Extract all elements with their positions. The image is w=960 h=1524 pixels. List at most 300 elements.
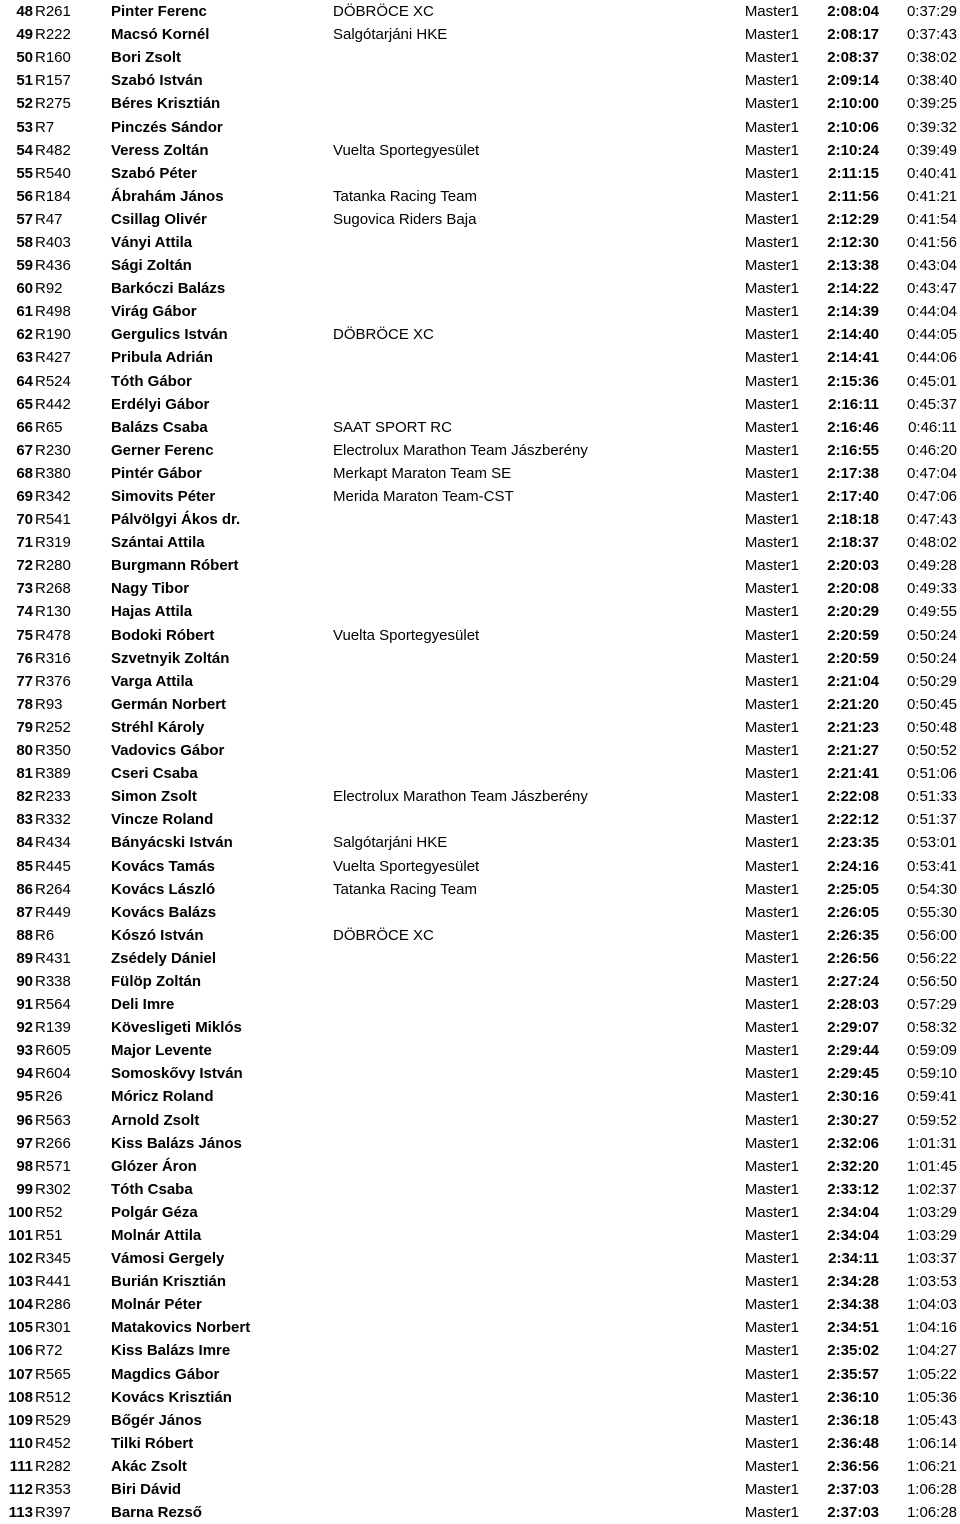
category-cell: Master1 [744, 372, 799, 390]
finish-time-cell: 2:16:11 [828, 395, 879, 413]
team-cell: Merkapt Maraton Team SE [333, 464, 512, 482]
table-row [0, 1455, 960, 1478]
team-cell: Vuelta Sportegyesület [333, 857, 480, 875]
finish-time-cell: 2:29:45 [827, 1065, 879, 1083]
table-row [0, 439, 960, 462]
team-cell [333, 1224, 699, 1247]
finish-time-cell: 2:10:06 [827, 118, 879, 136]
table-row [0, 46, 960, 69]
position-cell: 79 [16, 718, 33, 736]
rider-name-cell: Móricz Roland [111, 1088, 214, 1106]
finish-time-cell: 2:13:38 [827, 257, 879, 275]
time-gap-cell: 1:05:36 [906, 1388, 957, 1406]
bib-cell: R230 [35, 441, 71, 459]
finish-time-cell: 2:17:40 [827, 488, 879, 506]
rider-name-cell: Macsó Kornél [111, 26, 210, 44]
team-cell [333, 346, 699, 369]
rider-name-cell: Arnold Zsolt [111, 1111, 200, 1129]
table-row [0, 1478, 960, 1501]
finish-time-cell: 2:20:08 [827, 580, 879, 598]
team-cell [333, 1155, 699, 1178]
time-gap-cell: 0:50:52 [906, 742, 957, 760]
finish-time-cell: 2:35:02 [827, 1342, 879, 1360]
finish-time-cell: 2:34:51 [827, 1319, 879, 1337]
bib-cell: R319 [35, 534, 71, 552]
table-row [0, 577, 960, 600]
category-cell: Master1 [744, 26, 799, 44]
position-cell: 70 [16, 511, 33, 529]
bib-cell: R427 [35, 349, 71, 367]
finish-time-cell: 2:21:27 [827, 742, 879, 760]
position-cell: 88 [16, 926, 33, 944]
table-row [0, 1432, 960, 1455]
time-gap-cell: 0:43:04 [906, 257, 957, 275]
category-cell: Master1 [744, 326, 799, 344]
bib-cell: R478 [35, 626, 71, 644]
position-cell: 100 [7, 1203, 33, 1221]
category-cell: Master1 [744, 603, 799, 621]
position-cell: 110 [8, 1434, 33, 1452]
category-cell: Master1 [744, 834, 799, 852]
rider-name-cell: Nagy Tibor [111, 580, 190, 598]
time-gap-cell: 1:05:22 [906, 1365, 957, 1383]
position-cell: 80 [16, 742, 33, 760]
category-cell: Master1 [744, 857, 799, 875]
rider-name-cell: Ábrahám János [111, 187, 224, 205]
time-gap-cell: 0:59:09 [906, 1042, 957, 1060]
finish-time-cell: 2:26:56 [827, 949, 879, 967]
bib-cell: R184 [35, 187, 71, 205]
team-cell [333, 762, 699, 785]
rider-name-cell: Magdics Gábor [111, 1365, 220, 1383]
team-cell [333, 577, 699, 600]
category-cell: Master1 [744, 1065, 799, 1083]
bib-cell: R266 [35, 1134, 71, 1152]
finish-time-cell: 2:16:46 [827, 418, 879, 436]
time-gap-cell: 0:44:06 [906, 349, 957, 367]
category-cell: Master1 [744, 418, 799, 436]
position-cell: 106 [7, 1342, 33, 1360]
table-row [0, 254, 960, 277]
time-gap-cell: 0:48:02 [906, 534, 957, 552]
position-cell: 74 [16, 603, 33, 621]
rider-name-cell: Glózer Áron [111, 1157, 197, 1175]
position-cell: 92 [16, 1019, 33, 1037]
finish-time-cell: 2:14:39 [827, 303, 879, 321]
finish-time-cell: 2:20:29 [827, 603, 879, 621]
finish-time-cell: 2:34:11 [828, 1250, 879, 1268]
team-cell [333, 1293, 699, 1316]
table-row [0, 416, 960, 439]
time-gap-cell: 0:57:29 [906, 996, 957, 1014]
position-cell: 67 [16, 441, 33, 459]
finish-time-cell: 2:20:59 [827, 649, 879, 667]
position-cell: 107 [7, 1365, 33, 1383]
time-gap-cell: 1:06:14 [906, 1434, 957, 1452]
table-row [0, 1247, 960, 1270]
position-cell: 89 [16, 949, 33, 967]
team-cell [333, 370, 699, 393]
position-cell: 112 [8, 1481, 33, 1499]
bib-cell: R353 [35, 1481, 71, 1499]
table-row [0, 1109, 960, 1132]
team-cell [333, 1085, 699, 1108]
table-row [0, 970, 960, 993]
bib-cell: R261 [35, 3, 71, 21]
bib-cell: R51 [35, 1227, 63, 1245]
rider-name-cell: Vadovics Gábor [111, 742, 225, 760]
time-gap-cell: 1:06:28 [906, 1504, 957, 1522]
table-row [0, 277, 960, 300]
time-gap-cell: 0:37:29 [906, 3, 957, 21]
category-cell: Master1 [744, 72, 799, 90]
team-cell [333, 1201, 699, 1224]
time-gap-cell: 0:43:47 [906, 280, 957, 298]
bib-cell: R498 [35, 303, 71, 321]
position-cell: 63 [16, 349, 33, 367]
table-row [0, 1386, 960, 1409]
team-cell [333, 508, 699, 531]
time-gap-cell: 0:44:05 [906, 326, 957, 344]
table-row [0, 1132, 960, 1155]
rider-name-cell: Tóth Gábor [111, 372, 192, 390]
category-cell: Master1 [744, 1319, 799, 1337]
table-row [0, 554, 960, 577]
finish-time-cell: 2:35:57 [827, 1365, 879, 1383]
rider-name-cell: Somoskővy István [111, 1065, 243, 1083]
table-row [0, 323, 960, 346]
time-gap-cell: 0:51:33 [906, 788, 957, 806]
time-gap-cell: 0:50:24 [906, 649, 957, 667]
rider-name-cell: Fülöp Zoltán [111, 972, 201, 990]
position-cell: 57 [16, 210, 33, 228]
table-row [0, 831, 960, 854]
rider-name-cell: Barna Rezső [111, 1504, 202, 1522]
rider-name-cell: Pálvölgyi Ákos dr. [111, 511, 241, 529]
category-cell: Master1 [744, 1042, 799, 1060]
rider-name-cell: Deli Imre [111, 996, 175, 1014]
category-cell: Master1 [744, 464, 799, 482]
finish-time-cell: 2:21:41 [827, 765, 879, 783]
bib-cell: R302 [35, 1180, 71, 1198]
bib-cell: R139 [35, 1019, 71, 1037]
bib-cell: R190 [35, 326, 71, 344]
table-row [0, 1363, 960, 1386]
time-gap-cell: 0:40:41 [906, 164, 957, 182]
table-row [0, 647, 960, 670]
position-cell: 95 [16, 1088, 33, 1106]
finish-time-cell: 2:30:16 [827, 1088, 879, 1106]
category-cell: Master1 [744, 210, 799, 228]
category-cell: Master1 [744, 349, 799, 367]
team-cell [333, 1339, 699, 1362]
finish-time-cell: 2:10:00 [827, 95, 879, 113]
team-cell [333, 1409, 699, 1432]
bib-cell: R280 [35, 557, 71, 575]
bib-cell: R7 [35, 118, 55, 136]
category-cell: Master1 [744, 141, 799, 159]
position-cell: 72 [16, 557, 33, 575]
category-cell: Master1 [744, 187, 799, 205]
position-cell: 111 [9, 1457, 33, 1475]
table-row [0, 231, 960, 254]
time-gap-cell: 1:03:37 [906, 1250, 957, 1268]
position-cell: 76 [16, 649, 33, 667]
rider-name-cell: Major Levente [111, 1042, 212, 1060]
finish-time-cell: 2:26:05 [827, 903, 879, 921]
bib-cell: R441 [35, 1273, 71, 1291]
rider-name-cell: Burgmann Róbert [111, 557, 239, 575]
table-row [0, 0, 960, 23]
rider-name-cell: Molnár Péter [111, 1296, 202, 1314]
finish-time-cell: 2:27:24 [827, 972, 879, 990]
time-gap-cell: 0:37:43 [906, 26, 957, 44]
rider-name-cell: Kovács Krisztián [111, 1388, 232, 1406]
category-cell: Master1 [744, 1203, 799, 1221]
bib-cell: R264 [35, 880, 71, 898]
rider-name-cell: Pinczés Sándor [111, 118, 223, 136]
category-cell: Master1 [744, 95, 799, 113]
time-gap-cell: 0:49:28 [906, 557, 957, 575]
category-cell: Master1 [744, 1481, 799, 1499]
finish-time-cell: 2:26:35 [827, 926, 879, 944]
category-cell: Master1 [744, 488, 799, 506]
finish-time-cell: 2:20:03 [827, 557, 879, 575]
rider-name-cell: Sági Zoltán [111, 257, 192, 275]
rider-name-cell: Matakovics Norbert [111, 1319, 251, 1337]
table-row [0, 1270, 960, 1293]
team-cell [333, 1178, 699, 1201]
time-gap-cell: 1:06:28 [906, 1481, 957, 1499]
position-cell: 68 [16, 464, 33, 482]
team-cell [333, 1363, 699, 1386]
team-cell [333, 1270, 699, 1293]
team-cell [333, 993, 699, 1016]
bib-cell: R403 [35, 233, 71, 251]
position-cell: 69 [16, 488, 33, 506]
table-row [0, 185, 960, 208]
rider-name-cell: Bőgér János [111, 1411, 202, 1429]
position-cell: 48 [16, 3, 33, 21]
position-cell: 81 [16, 765, 33, 783]
position-cell: 64 [16, 372, 33, 390]
finish-time-cell: 2:08:04 [827, 3, 879, 21]
table-row [0, 1293, 960, 1316]
position-cell: 56 [16, 187, 33, 205]
category-cell: Master1 [744, 765, 799, 783]
category-cell: Master1 [744, 511, 799, 529]
time-gap-cell: 1:04:27 [906, 1342, 957, 1360]
position-cell: 65 [16, 395, 33, 413]
team-cell [333, 1247, 699, 1270]
rider-name-cell: Ványi Attila [111, 233, 193, 251]
table-row [0, 508, 960, 531]
team-cell [333, 693, 699, 716]
team-cell [333, 901, 699, 924]
time-gap-cell: 0:56:50 [906, 972, 957, 990]
category-cell: Master1 [744, 534, 799, 552]
time-gap-cell: 0:59:10 [906, 1065, 957, 1083]
rider-name-cell: Akác Zsolt [111, 1457, 187, 1475]
team-cell: Vuelta Sportegyesület [333, 141, 480, 159]
position-cell: 53 [16, 118, 33, 136]
finish-time-cell: 2:34:04 [827, 1227, 879, 1245]
team-cell: Vuelta Sportegyesület [333, 626, 480, 644]
table-row [0, 1039, 960, 1062]
team-cell [333, 1039, 699, 1062]
finish-time-cell: 2:11:56 [828, 187, 879, 205]
time-gap-cell: 0:46:20 [906, 441, 957, 459]
bib-cell: R338 [35, 972, 71, 990]
bib-cell: R332 [35, 811, 71, 829]
category-cell: Master1 [744, 1388, 799, 1406]
position-cell: 102 [7, 1250, 33, 1268]
position-cell: 85 [16, 857, 33, 875]
team-cell: Salgótarjáni HKE [333, 26, 448, 44]
bib-cell: R564 [35, 996, 71, 1014]
team-cell [333, 46, 699, 69]
rider-name-cell: Csillag Olivér [111, 210, 207, 228]
category-cell: Master1 [744, 580, 799, 598]
rider-name-cell: Vámosi Gergely [111, 1250, 225, 1268]
position-cell: 54 [16, 141, 33, 159]
time-gap-cell: 1:01:45 [906, 1157, 957, 1175]
time-gap-cell: 1:04:16 [906, 1319, 957, 1337]
category-cell: Master1 [744, 626, 799, 644]
finish-time-cell: 2:12:29 [827, 210, 879, 228]
bib-cell: R434 [35, 834, 71, 852]
bib-cell: R130 [35, 603, 71, 621]
finish-time-cell: 2:29:07 [827, 1019, 879, 1037]
category-cell: Master1 [744, 1111, 799, 1129]
category-cell: Master1 [744, 788, 799, 806]
table-row [0, 878, 960, 901]
category-cell: Master1 [744, 695, 799, 713]
time-gap-cell: 0:51:37 [906, 811, 957, 829]
bib-cell: R482 [35, 141, 71, 159]
bib-cell: R571 [35, 1157, 71, 1175]
table-row [0, 1409, 960, 1432]
category-cell: Master1 [744, 1457, 799, 1475]
team-cell [333, 1316, 699, 1339]
table-row [0, 1224, 960, 1247]
bib-cell: R92 [35, 280, 63, 298]
rider-name-cell: Béres Krisztián [111, 95, 221, 113]
bib-cell: R72 [35, 1342, 63, 1360]
rider-name-cell: Szabó István [111, 72, 203, 90]
bib-cell: R286 [35, 1296, 71, 1314]
bib-cell: R93 [35, 695, 63, 713]
bib-cell: R233 [35, 788, 71, 806]
finish-time-cell: 2:22:08 [827, 788, 879, 806]
rider-name-cell: Kövesligeti Miklós [111, 1019, 242, 1037]
table-row [0, 808, 960, 831]
finish-time-cell: 2:21:04 [827, 672, 879, 690]
time-gap-cell: 0:41:56 [906, 233, 957, 251]
time-gap-cell: 0:58:32 [906, 1019, 957, 1037]
category-cell: Master1 [744, 949, 799, 967]
rider-name-cell: Balázs Csaba [111, 418, 208, 436]
position-cell: 62 [16, 326, 33, 344]
rider-name-cell: Molnár Attila [111, 1227, 202, 1245]
time-gap-cell: 0:39:32 [906, 118, 957, 136]
finish-time-cell: 2:36:10 [827, 1388, 879, 1406]
finish-time-cell: 2:36:56 [827, 1457, 879, 1475]
rider-name-cell: Virág Gábor [111, 303, 197, 321]
table-row [0, 785, 960, 808]
table-row [0, 1155, 960, 1178]
table-row [0, 393, 960, 416]
team-cell [333, 739, 699, 762]
table-row [0, 1062, 960, 1085]
team-cell [333, 1501, 699, 1524]
position-cell: 75 [16, 626, 33, 644]
category-cell: Master1 [744, 1250, 799, 1268]
position-cell: 78 [16, 695, 33, 713]
category-cell: Master1 [744, 280, 799, 298]
position-cell: 86 [16, 880, 33, 898]
finish-time-cell: 2:32:20 [827, 1157, 879, 1175]
rider-name-cell: Pribula Adrián [111, 349, 213, 367]
category-cell: Master1 [744, 1434, 799, 1452]
category-cell: Master1 [744, 1157, 799, 1175]
team-cell: Electrolux Marathon Team Jászberény [333, 788, 588, 806]
table-row [0, 670, 960, 693]
bib-cell: R604 [35, 1065, 71, 1083]
position-cell: 49 [16, 26, 33, 44]
position-cell: 99 [16, 1180, 33, 1198]
table-row [0, 23, 960, 46]
time-gap-cell: 0:41:21 [906, 187, 957, 205]
position-cell: 51 [16, 72, 33, 90]
team-cell: Salgótarjáni HKE [333, 834, 448, 852]
table-row [0, 1316, 960, 1339]
rider-name-cell: Szántai Attila [111, 534, 205, 552]
finish-time-cell: 2:14:41 [827, 349, 879, 367]
position-cell: 93 [16, 1042, 33, 1060]
position-cell: 101 [7, 1227, 33, 1245]
team-cell: Electrolux Marathon Team Jászberény [333, 441, 588, 459]
rider-name-cell: Veress Zoltán [111, 141, 209, 159]
bib-cell: R565 [35, 1365, 71, 1383]
table-row [0, 92, 960, 115]
position-cell: 109 [7, 1411, 33, 1429]
category-cell: Master1 [744, 1227, 799, 1245]
category-cell: Master1 [744, 672, 799, 690]
bib-cell: R316 [35, 649, 71, 667]
bib-cell: R26 [35, 1088, 63, 1106]
position-cell: 58 [16, 233, 33, 251]
bib-cell: R6 [35, 926, 55, 944]
category-cell: Master1 [744, 441, 799, 459]
team-cell [333, 115, 699, 138]
category-cell: Master1 [744, 1180, 799, 1198]
bib-cell: R275 [35, 95, 71, 113]
rider-name-cell: Barkóczi Balázs [111, 280, 226, 298]
category-cell: Master1 [744, 1365, 799, 1383]
finish-time-cell: 2:24:16 [827, 857, 879, 875]
team-cell [333, 277, 699, 300]
category-cell: Master1 [744, 903, 799, 921]
finish-time-cell: 2:14:22 [827, 280, 879, 298]
rider-name-cell: Kiss Balázs Imre [111, 1342, 231, 1360]
bib-cell: R541 [35, 511, 71, 529]
table-row [0, 1339, 960, 1362]
bib-cell: R65 [35, 418, 63, 436]
bib-cell: R52 [35, 1203, 63, 1221]
bib-cell: R350 [35, 742, 71, 760]
rider-name-cell: Biri Dávid [111, 1481, 182, 1499]
